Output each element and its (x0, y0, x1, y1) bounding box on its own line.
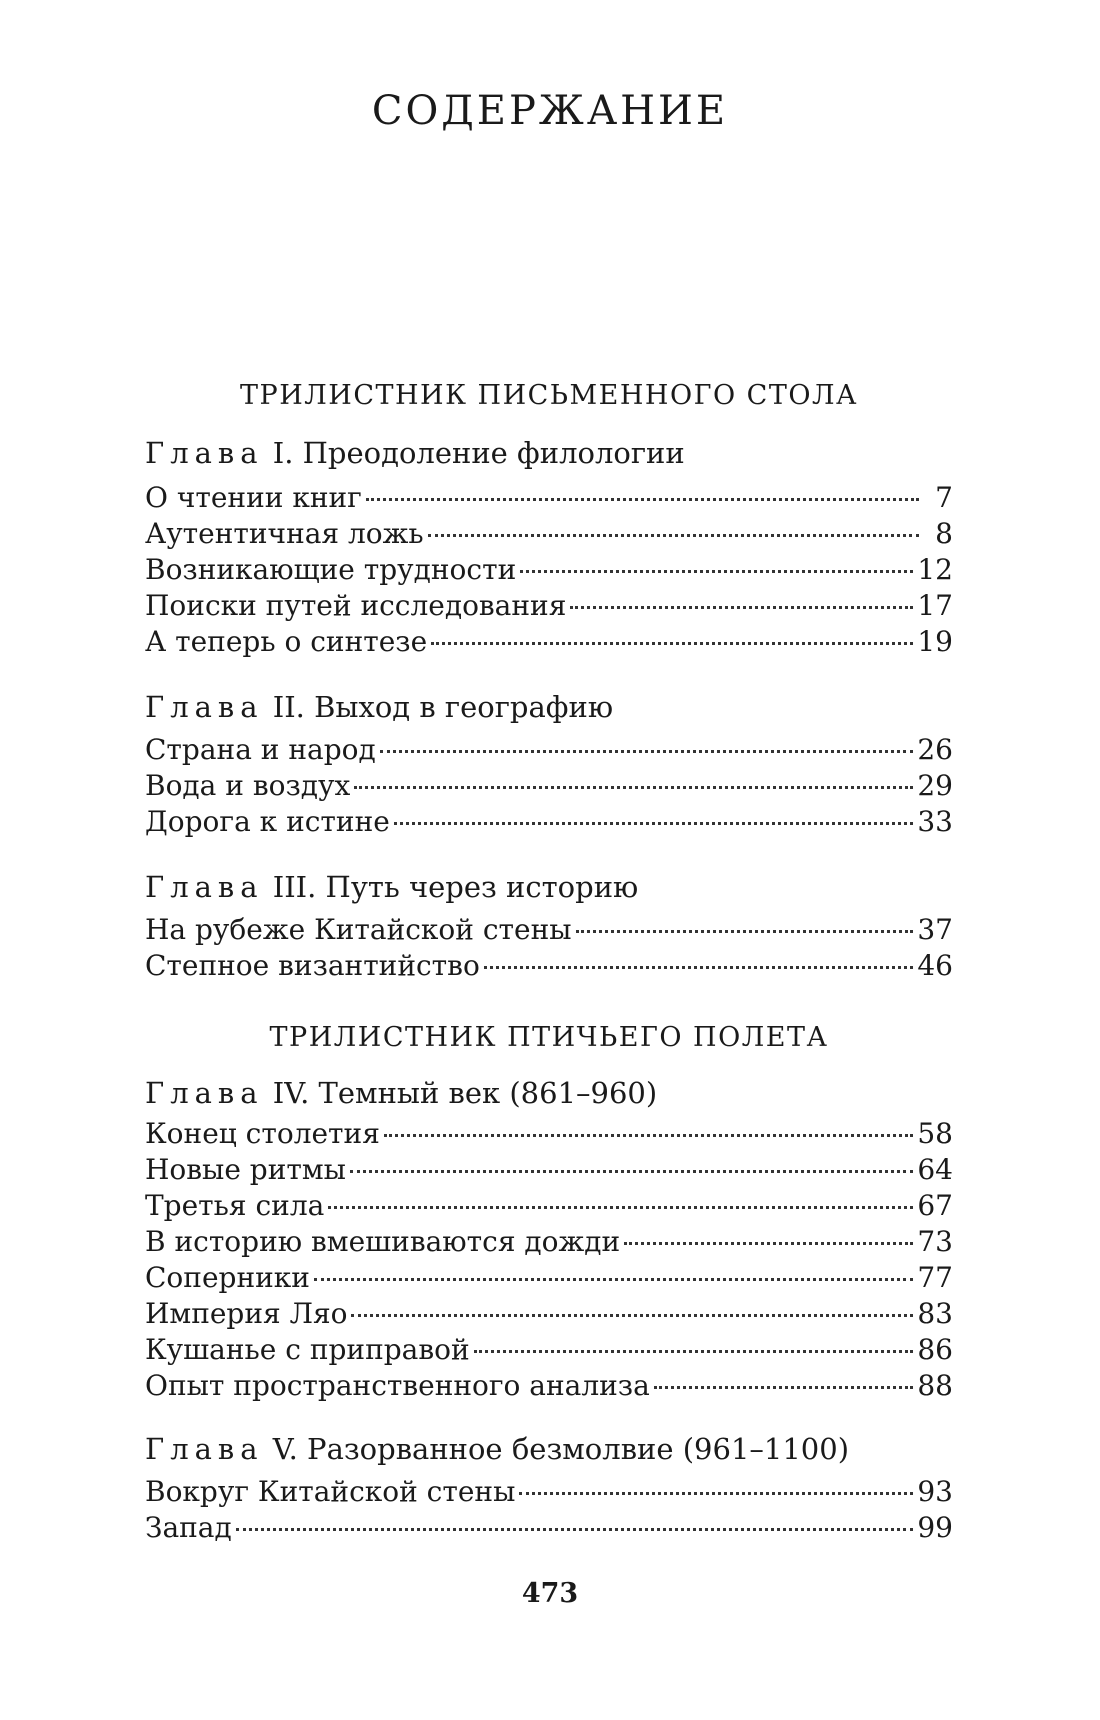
dot-leader (314, 1278, 913, 1281)
toc-entry-title: Новые ритмы (145, 1153, 346, 1186)
toc-entry-title: Дорога к истине (145, 805, 390, 838)
toc-entry-page: 19 (917, 625, 953, 658)
toc-entry-page: 12 (917, 553, 953, 586)
toc-entry[interactable] (145, 1260, 953, 1296)
dot-leader (428, 534, 919, 537)
toc-entry-title: Вода и воздух (145, 769, 351, 802)
toc-entry-title: Вокруг Китайской стены (145, 1475, 516, 1508)
chapter-title: V. Разорванное безмолвие (961–1100) (272, 1432, 850, 1466)
toc-entry-page: 33 (917, 805, 953, 838)
chapter-heading (145, 690, 953, 724)
toc-entry-title: Возникающие трудности (145, 553, 517, 586)
dot-leader (474, 1350, 914, 1353)
toc-entry-title: Конец столетия (145, 1117, 380, 1150)
toc-entry[interactable] (145, 1474, 953, 1510)
toc-entry[interactable] (145, 1152, 953, 1188)
chapter-label: Глава (145, 436, 264, 470)
toc-entry-title: В историю вмешиваются дожди (145, 1225, 621, 1258)
toc-entry-page: 86 (917, 1333, 953, 1366)
toc-entry[interactable] (145, 624, 953, 660)
chapter-label: Глава (145, 1432, 264, 1466)
chapter-heading (145, 1076, 953, 1110)
toc-entry-page: 64 (917, 1153, 953, 1186)
toc-entry-page: 77 (917, 1261, 953, 1294)
toc-entry[interactable] (145, 588, 953, 624)
toc-entry[interactable] (145, 1224, 953, 1260)
toc-entry-page: 8 (935, 517, 953, 550)
toc-entry-page: 46 (917, 949, 953, 982)
chapter-title: I. Преодоление филологии (272, 436, 685, 470)
chapter-title: II. Выход в географию (272, 690, 614, 724)
dot-leader (654, 1386, 914, 1389)
toc-entry[interactable] (145, 1188, 953, 1224)
dot-leader (431, 642, 913, 645)
part-heading: ТРИЛИСТНИК ПИСЬМЕННОГО СТОЛА (240, 380, 858, 411)
toc-entry-title: А теперь о синтезе (145, 625, 428, 658)
dot-leader (366, 498, 919, 501)
dot-leader (354, 786, 913, 789)
chapter-heading (145, 870, 953, 904)
chapter-heading (145, 1432, 953, 1466)
toc-entry-page: 29 (917, 769, 953, 802)
toc-entry-page: 99 (917, 1511, 953, 1544)
toc-entry[interactable] (145, 1368, 953, 1404)
toc-entry[interactable] (145, 768, 953, 804)
toc-entry-page: 93 (917, 1475, 953, 1508)
toc-entry-title: Третья сила (145, 1189, 325, 1222)
toc-entry-title: Соперники (145, 1261, 310, 1294)
toc-entry[interactable] (145, 1510, 953, 1546)
toc-entry-title: Аутентичная ложь (145, 517, 424, 550)
toc-entry-page: 37 (917, 913, 953, 946)
toc-entry-title: Кушанье с приправой (145, 1333, 470, 1366)
toc-entry[interactable] (145, 1296, 953, 1332)
page-number: 473 (521, 1578, 579, 1609)
toc-entry-title: Империя Ляо (145, 1297, 348, 1330)
toc-entry[interactable] (145, 912, 953, 948)
toc-entry-page: 26 (917, 733, 953, 766)
chapter-title: IV. Темный век (861–960) (272, 1076, 658, 1110)
toc-entry[interactable] (145, 732, 953, 768)
dot-leader (384, 1134, 913, 1137)
toc-entry-page: 58 (917, 1117, 953, 1150)
toc-entry[interactable] (145, 804, 953, 840)
chapter-label: Глава (145, 870, 264, 904)
toc-entry-title: О чтении книг (145, 481, 362, 514)
dot-leader (519, 1492, 913, 1495)
dot-leader (520, 570, 913, 573)
toc-entry[interactable] (145, 948, 953, 984)
toc-entry-title: Опыт пространственного анализа (145, 1369, 650, 1402)
part-heading: ТРИЛИСТНИК ПТИЧЬЕГО ПОЛЕТА (269, 1022, 829, 1053)
dot-leader (351, 1314, 913, 1317)
toc-entry[interactable] (145, 1332, 953, 1368)
toc-entry-title: На рубеже Китайской стены (145, 913, 572, 946)
toc-entry[interactable] (145, 552, 953, 588)
toc-entry-page: 73 (917, 1225, 953, 1258)
dot-leader (380, 750, 914, 753)
toc-entry-title: Поиски путей исследования (145, 589, 567, 622)
page-title: СОДЕРЖАНИЕ (371, 88, 729, 134)
toc-entry-page: 17 (917, 589, 953, 622)
toc-entry-title: Страна и народ (145, 733, 376, 766)
dot-leader (328, 1206, 913, 1209)
dot-leader (236, 1528, 914, 1531)
toc-entry[interactable] (145, 516, 953, 552)
toc-entry-page: 83 (917, 1297, 953, 1330)
dot-leader (576, 930, 914, 933)
chapter-label: Глава (145, 690, 264, 724)
dot-leader (570, 606, 913, 609)
toc-entry-page: 7 (935, 481, 953, 514)
chapter-title: III. Путь через историю (272, 870, 639, 904)
toc-entry[interactable] (145, 1116, 953, 1152)
dot-leader (484, 966, 914, 969)
toc-entry-title: Запад (145, 1511, 232, 1544)
dot-leader (624, 1242, 913, 1245)
toc-entry-page: 67 (917, 1189, 953, 1222)
toc-entry-title: Степное византийство (145, 949, 480, 982)
toc-entry-page: 88 (917, 1369, 953, 1402)
toc-entry[interactable] (145, 480, 953, 516)
chapter-label: Глава (145, 1076, 264, 1110)
dot-leader (350, 1170, 913, 1173)
dot-leader (394, 822, 914, 825)
chapter-heading (145, 436, 953, 470)
